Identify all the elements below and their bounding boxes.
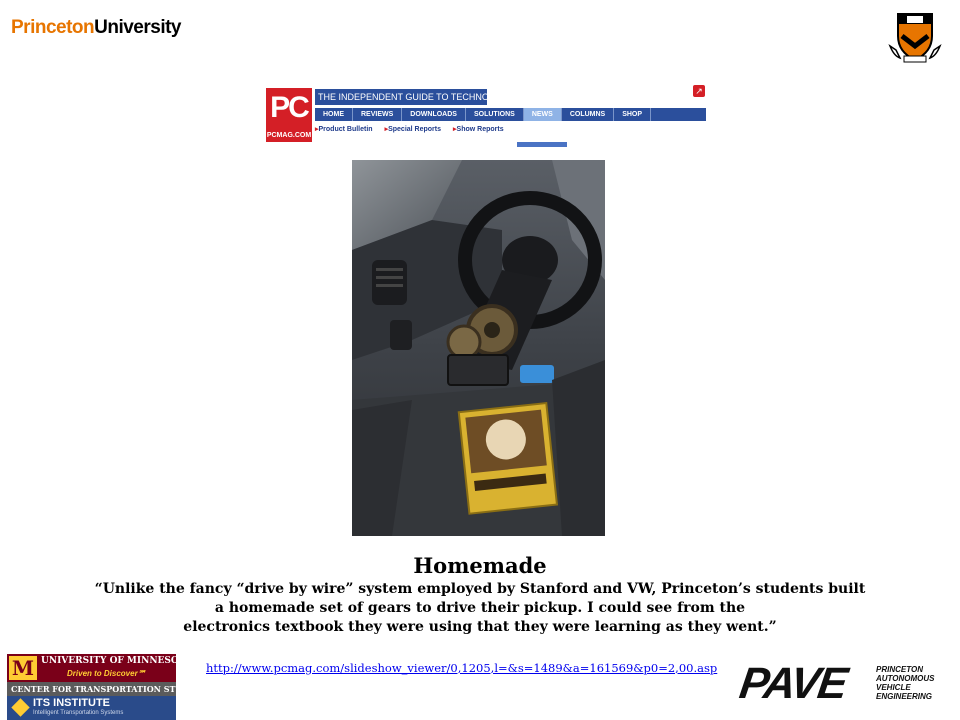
umn-slogan: Driven to Discover℠ xyxy=(67,669,146,678)
pave-line: ENGINEERING xyxy=(876,692,933,701)
pcmag-nav-reviews[interactable]: REVIEWS xyxy=(353,108,402,121)
pcmag-tagline: THE INDEPENDENT GUIDE TO TECHNOLOGY xyxy=(315,89,487,105)
umn-cts-its-logo xyxy=(7,654,206,720)
pave-wordmark: PAVE xyxy=(736,659,849,708)
pcmag-logo-small: PCMAG.COM xyxy=(266,132,312,139)
source-url-link[interactable]: http://www.pcmag.com/slideshow_viewer/0,1205,l=&s=1489&a=161569&p0=2,00.asp xyxy=(206,661,718,675)
umn-logo-row xyxy=(7,654,192,682)
its-name: ITS INSTITUTE xyxy=(33,697,110,709)
umn-name: UNIVERSITY OF MINNESOTA xyxy=(41,656,192,666)
pcmag-logo: PC PCMAG.COM xyxy=(266,88,312,142)
umn-m-icon: M xyxy=(9,656,37,680)
its-subtitle: Intelligent Transportation Systems xyxy=(33,710,124,716)
princeton-shield-icon xyxy=(886,6,944,64)
pcmag-sublink-special-reports[interactable]: ▸ Special Reports xyxy=(385,125,441,133)
pave-line: VEHICLE xyxy=(876,683,911,692)
pave-fullname xyxy=(876,665,935,701)
pcmag-nav-downloads[interactable]: DOWNLOADS xyxy=(402,108,466,121)
pcmag-sublinks xyxy=(315,125,504,133)
pave-line: AUTONOMOUS xyxy=(876,674,935,683)
steering-gears-photo xyxy=(352,160,605,536)
pcmag-nav-home[interactable]: HOME xyxy=(315,108,353,121)
princeton-university-wordmark xyxy=(11,17,181,39)
pcmag-nav xyxy=(315,108,706,121)
its-diamond-icon xyxy=(11,698,29,716)
pcmag-nav-news[interactable]: NEWS xyxy=(524,108,562,121)
quote-block xyxy=(80,580,880,637)
princeton-word: Princeton xyxy=(11,17,95,38)
quote-line: “Unlike the fancy “drive by wire” system employed by Stanford and VW, Princeton’s students built xyxy=(94,581,866,597)
quote-line: electronics textbook they were using that they were learning as they went.” xyxy=(183,619,777,635)
slide-title: Homemade xyxy=(413,553,547,578)
pcmag-nav-solutions[interactable]: SOLUTIONS xyxy=(466,108,524,121)
pcmag-nav-shop[interactable]: SHOP xyxy=(614,108,651,121)
cts-name: CENTER FOR TRANSPORTATION STUDIES xyxy=(7,682,176,696)
pcmag-corner-icon: ↗ xyxy=(693,85,705,97)
quote-line: a homemade set of gears to drive their pickup. I could see from the xyxy=(214,600,746,616)
pcmag-nav-columns[interactable]: COLUMNS xyxy=(562,108,614,121)
pave-line: PRINCETON xyxy=(876,665,923,674)
pcmag-sublink-product-bulletin[interactable]: ▸ Product Bulletin xyxy=(315,125,373,133)
university-word: University xyxy=(94,17,181,38)
pcmag-banner xyxy=(266,84,706,149)
pcmag-sublink-show-reports[interactable]: ▸ Show Reports xyxy=(453,125,504,133)
pcmag-blue-bar xyxy=(517,142,567,147)
its-row xyxy=(7,696,176,720)
pave-logo xyxy=(738,660,938,708)
